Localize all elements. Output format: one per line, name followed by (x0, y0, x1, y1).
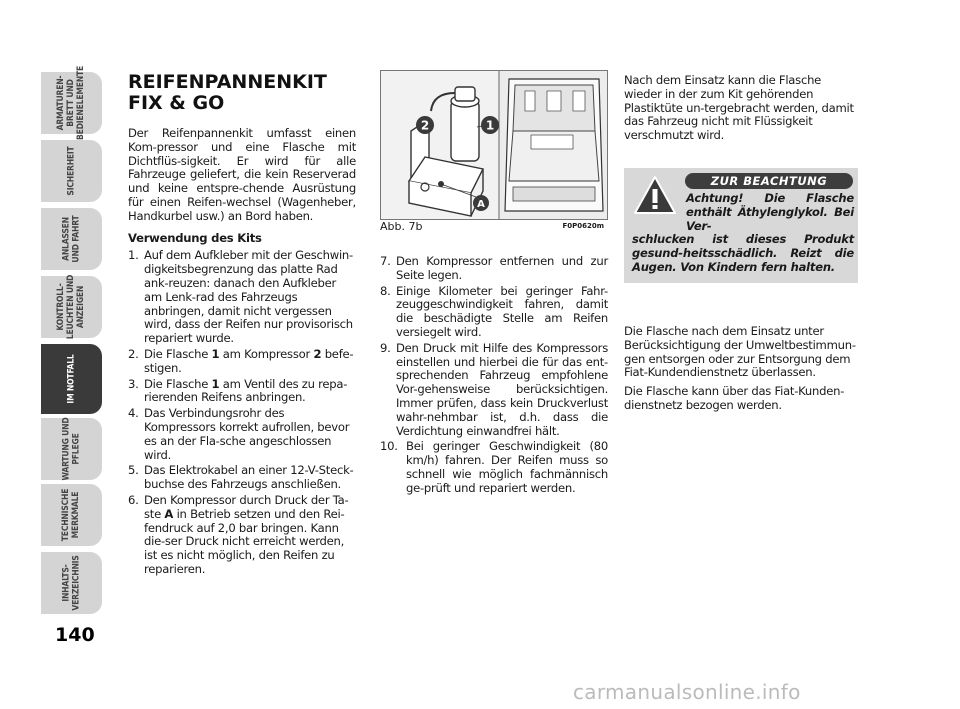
step-text: Bei geringer Geschwindigkeit (80 km/h) fahren. Der Reifen muss so schnell wie möglich fachmännisch ge-prüft und repariert werden. (406, 439, 608, 495)
tab-label: INHALTS- VERZEICHNIS (61, 555, 82, 611)
column-3-lower (624, 325, 858, 418)
tab-kontrollleuchten[interactable] (41, 276, 102, 338)
tab-label: WARTUNG UND PFLEGE (61, 417, 82, 481)
step-number: 9. (380, 340, 391, 355)
step-text: Einige Kilometer bei geringer Fahr-zeuggeschwindigkeit fahren, damit die beschädigte Stelle am Reifen versiegelt wird. (396, 283, 608, 339)
watermark: carmanualsonline.info (573, 680, 801, 704)
step-item (380, 285, 608, 340)
step-text: Auf dem Aufkleber mit der Geschwin-digkeitsbegrenzung das platte Rad ank-reuzen: danach den Aufkleber am Lenk-rad des Fahrzeugs anbringen, damit nicht vergessen wird, dass der Reifen nur provisorisch repariert wurde. (144, 248, 353, 346)
warning-text-indented: Achtung! Die Flasche enthält Äthylenglykol. Bei Ver- (686, 191, 854, 233)
warning-text (632, 192, 854, 275)
figure-caption: Abb. 7b (380, 220, 423, 233)
tab-label: KONTROLL- LEUCHTEN UND ANZEIGEN (56, 274, 87, 340)
intro-paragraph: Der Reifenpannenkit umfasst einen Kom-pressor und eine Flasche mit Dichtflüs-sigkeit. Er wird für alle Fahrzeuge geliefert, die kein Reserverad und keine entspre-chende Ausrüstung für einen Reifen-wechsel (Wagenheber, Handkurbel usw.) an Bord haben. (128, 126, 356, 223)
marker-2: 2 (420, 118, 430, 133)
step-number: 4. (128, 406, 139, 421)
step-item (380, 255, 608, 283)
tab-wartung[interactable] (41, 418, 102, 480)
step-number: 8. (380, 283, 391, 298)
step-text: Den Kompressor durch Druck der Ta-ste A in Betrieb setzen und den Rei-fendruck auf 2,0 bar bringen. Kann die-ser Druck nicht erreicht werden, ist es nicht möglich, den Reifen zu reparieren. (144, 492, 349, 576)
page-number: 140 (55, 624, 95, 646)
usage-heading: Verwendung des Kits (128, 230, 262, 245)
kit-illustration (381, 71, 607, 219)
step-item (380, 440, 608, 495)
step-text: Den Druck mit Hilfe des Kompressors einstellen und hierbei die für das ent-sprechenden Fahrzeug empfohlene Vor-gehensweise berücksichtigen. Immer prüfen, dass kein Druckverlust wahr-nehmbar ist, d.h. dass die Verdichtung einwandfrei hält. (396, 340, 608, 438)
figure-caption-row (380, 220, 608, 233)
warning-text-rest: schlucken ist dieses Produkt gesund-heitsschädlich. Reizt die Augen. Von Kindern fern halten. (632, 232, 854, 274)
step-item (128, 378, 356, 406)
step-text: Das Elektrokabel an einer 12-V-Steck-buchse des Fahrzeugs anschließen. (144, 463, 354, 492)
marker-a: A (477, 199, 485, 210)
tab-armaturenbrett[interactable] (41, 65, 102, 141)
after-use-paragraph: Nach dem Einsatz kann die Flasche wieder in der zum Kit gehörenden Plastiktüte un-tergebracht werden, damit das Fahrzeug nicht mit Flüssigkeit verschmutzt wird. (624, 73, 854, 143)
step-number: 1. (128, 248, 139, 263)
step-number: 6. (128, 492, 139, 507)
step-number: 2. (128, 346, 139, 361)
step-text: Die Flasche 1 am Kompressor 2 befe-stigen. (144, 346, 354, 375)
tab-anlassen[interactable] (41, 208, 102, 270)
steps-list-2 (380, 255, 608, 496)
step-item (128, 249, 356, 346)
tab-label: SICHERHEIT (66, 146, 77, 196)
tab-inhaltsverzeichnis[interactable] (41, 552, 102, 614)
step-item (128, 407, 356, 462)
figure-code: F0P0620m (562, 222, 604, 230)
step-number: 3. (128, 376, 139, 391)
step-text: Das Verbindungsrohr des Kompressors korrekt aufrollen, bevor es an der Fla-sche angeschlossen wird. (144, 406, 350, 462)
figure-kit (380, 70, 608, 220)
column-2 (380, 255, 608, 498)
title-line-1: REIFENPANNENKIT (128, 71, 327, 93)
tab-technische-merkmale[interactable] (41, 484, 102, 546)
step-number: 10. (380, 439, 398, 454)
tab-label: ARMATUREN- BRETT UND BEDIENELEMENTE (56, 65, 87, 141)
step-item (128, 348, 356, 376)
step-item (128, 494, 356, 577)
step-text: Den Kompressor entfernen und zur Seite legen. (396, 254, 608, 282)
tab-label: ANLASSEN UND FAHRT (61, 215, 82, 263)
step-number: 5. (128, 463, 139, 478)
step-text: Die Flasche 1 am Ventil des zu repa-rierenden Reifens anbringen. (144, 376, 348, 405)
page-title (128, 72, 327, 114)
title-line-2: FIX & GO (128, 92, 225, 114)
tab-sicherheit[interactable] (41, 140, 102, 202)
step-item (128, 464, 356, 492)
disposal-paragraph: Die Flasche nach dem Einsatz unter Berücksichtigung der Umweltbestimmun-gen entsorgen oder zur Entsorgung dem Fiat-Kundendienstnetz überlassen. (624, 324, 856, 380)
tab-im-notfall[interactable] (41, 344, 102, 414)
warning-heading: ZUR BEACHTUNG (685, 173, 853, 189)
step-number: 7. (380, 254, 391, 268)
tab-label: IM NOTFALL (66, 354, 77, 404)
marker-1: 1 (485, 118, 495, 133)
column-3 (624, 74, 858, 143)
step-item (380, 342, 608, 439)
column-1 (128, 127, 356, 579)
supply-paragraph: Die Flasche kann über das Fiat-Kunden-dienstnetz bezogen werden. (624, 384, 845, 412)
steps-list-1 (128, 249, 356, 576)
tab-label: TECHNISCHE MERKMALE (61, 488, 82, 542)
